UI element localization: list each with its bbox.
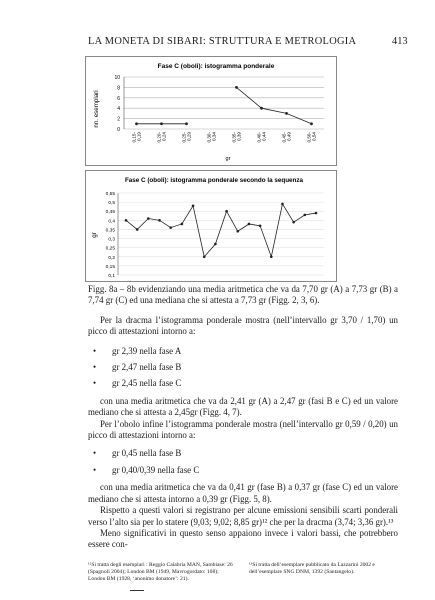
data-point bbox=[304, 214, 307, 217]
data-point bbox=[214, 243, 217, 246]
chart-xlabel: gr bbox=[225, 156, 231, 162]
y-tick-label: 0,35 bbox=[105, 228, 115, 234]
paragraph: con una media aritmetica che va da 2,41 gr (A) a 2,47 gr (fasi B e C) ed un valore mediano che si attesta a 2,45gr (Figg. 4, 7). bbox=[88, 395, 398, 418]
y-tick-label: 0,45 bbox=[105, 210, 115, 216]
paragraph: Meno significativi in questo senso appaiono invece i valori bassi, che potrebbero essere con- bbox=[88, 527, 398, 550]
data-point bbox=[125, 219, 128, 222]
sequence-chart-svg bbox=[86, 171, 336, 281]
chart-ylabel: nn. esemplari bbox=[93, 90, 100, 128]
histogram-chart bbox=[85, 56, 337, 166]
data-point bbox=[260, 107, 263, 110]
x-tick-label: 0,35-0,39 bbox=[231, 132, 242, 143]
y-tick-label: 10 bbox=[114, 75, 120, 81]
chart-title: Fase C (oboli): istogramma ponderale bbox=[157, 63, 275, 70]
series-line bbox=[126, 204, 316, 257]
list-item: • gr 2,47 nella fase B bbox=[88, 362, 398, 373]
data-point bbox=[185, 122, 188, 125]
x-tick-label: 0,25-0,29 bbox=[181, 132, 192, 143]
data-point bbox=[310, 122, 313, 125]
data-point bbox=[235, 86, 238, 89]
y-tick-label: 0,5 bbox=[108, 201, 115, 207]
y-tick-label: 2 bbox=[117, 116, 120, 123]
list-item: • gr 0,45 nella fase B bbox=[88, 448, 398, 459]
sequence-chart bbox=[85, 170, 337, 282]
data-point bbox=[203, 255, 206, 258]
x-tick-label: 0,20-0,24 bbox=[156, 132, 167, 143]
histogram-chart-svg bbox=[86, 57, 336, 165]
data-point bbox=[315, 212, 318, 215]
data-point bbox=[248, 223, 251, 226]
x-tick-label: 0,15-0,19 bbox=[131, 132, 142, 143]
y-tick-label: 0 bbox=[117, 127, 120, 133]
y-tick-label: 4 bbox=[117, 106, 120, 113]
data-point bbox=[236, 230, 239, 233]
data-point bbox=[285, 112, 288, 115]
y-tick-label: 0,15 bbox=[105, 264, 115, 270]
paragraph: con una media aritmetica che va da 0,41 gr (fase B) a 0,37 gr (fase C) ed un valore mediano che si attesta intorno a 0,39 gr (Figg. 5, 8). bbox=[88, 482, 398, 504]
running-title: LA MONETA DI SIBARI: STRUTTURA E METROLOGIA bbox=[88, 36, 357, 47]
y-tick-label: 0,2 bbox=[108, 255, 115, 261]
y-tick-label: 0,55 bbox=[105, 192, 115, 197]
data-point bbox=[225, 210, 228, 213]
y-tick-label: 0,1 bbox=[108, 274, 115, 279]
footnote-12: ¹²Si tratta degli esemplari : Reggio Calabria MAN, Sambiase: 26 (Spagnoli 2004); London BM (1949, Mavrogordato: 108); London BM (1928, ‘anonimo donatore’: 21). bbox=[88, 562, 233, 582]
list-item: • gr 2,39 nella fase A bbox=[88, 346, 398, 357]
x-tick-label: 0,40-0,44 bbox=[256, 132, 267, 143]
list-item: • gr 2,45 nella fase C bbox=[88, 378, 398, 389]
data-point bbox=[259, 225, 262, 228]
crop-mark bbox=[130, 590, 144, 591]
data-point bbox=[158, 219, 161, 222]
data-point bbox=[147, 217, 150, 220]
data-point bbox=[136, 228, 139, 231]
x-tick-label: 0,30-0,34 bbox=[206, 132, 217, 143]
footnote-13: ¹³Si tratta dell’esemplare pubblicato da Lazzarini 2002 e dell’esemplare SNG DNM, 1392 (Santangelo). bbox=[249, 562, 375, 575]
y-tick-label: 6 bbox=[117, 95, 120, 102]
x-tick-label: 0,45-0,49 bbox=[281, 132, 292, 143]
data-point bbox=[135, 122, 138, 125]
footnotes bbox=[88, 562, 398, 583]
y-tick-label: 0,3 bbox=[108, 237, 115, 243]
y-tick-label: 0,25 bbox=[105, 246, 115, 252]
page-number: 413 bbox=[392, 36, 408, 47]
y-tick-label: 8 bbox=[117, 85, 120, 92]
paragraph: Per la dracma l’istogramma ponderale mostra (nell’intervallo gr 3,70 / 1,70) un picco di attestazioni intorno a: bbox=[88, 314, 398, 337]
data-point bbox=[169, 226, 172, 229]
y-tick-label: 0,4 bbox=[108, 219, 115, 225]
data-point bbox=[181, 223, 184, 226]
data-point bbox=[281, 203, 284, 206]
paragraph: Rispetto a questi valori si registrano per alcune emissioni sensibili scarti ponderali verso l’alto sia per lo statere (9,03; 9,02; 8,85 gr)¹² che per la dracma (3,74; 3,36 gr).¹³ bbox=[88, 505, 398, 527]
data-point bbox=[292, 221, 295, 224]
chart-title: Fase C (oboli): istogramma ponderale secondo la sequenza bbox=[124, 177, 304, 184]
figure-caption: Figg. 8a – 8b evidenziando una media aritmetica che va da 7,70 gr (A) a 7,73 gr (B) a 7,74 gr (C) ed una mediana che si attesta a 7,73 gr (Figg. 2, 3, 6). bbox=[88, 284, 398, 306]
chart-ylabel: gr bbox=[91, 232, 98, 238]
list-item: • gr 0,40/0,39 nella fase C bbox=[88, 465, 398, 476]
x-tick-label: 0,50-0,54 bbox=[306, 132, 317, 143]
main-text bbox=[88, 284, 398, 551]
paragraph: Per l’obolo infine l’istogramma ponderale mostra (nell’intervallo gr 0,59 / 0,20) un picco di attestazioni intorno a: bbox=[88, 418, 398, 441]
data-point bbox=[160, 122, 163, 125]
data-point bbox=[270, 255, 273, 258]
data-point bbox=[192, 204, 195, 207]
